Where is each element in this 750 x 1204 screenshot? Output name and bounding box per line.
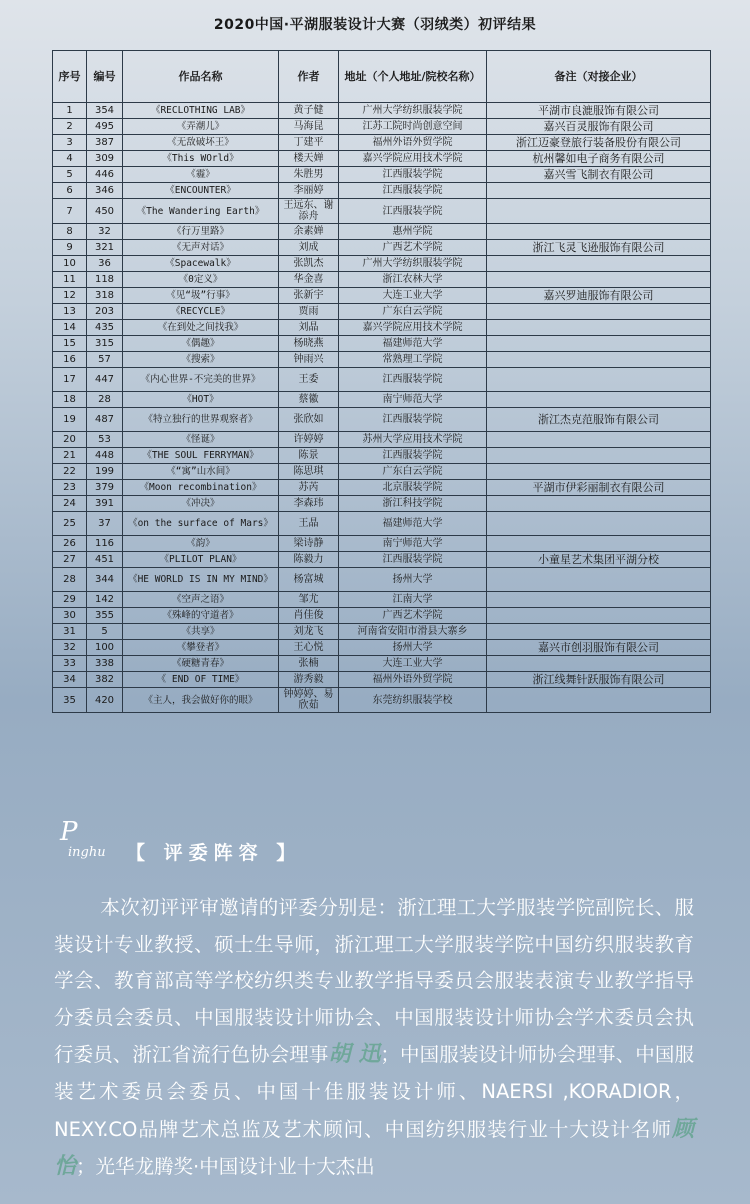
cell-code: 321 [87, 240, 123, 256]
table-row [53, 480, 711, 496]
cell-name: 《RECYCLE》 [123, 304, 279, 320]
table-row [53, 119, 711, 135]
cell-code: 448 [87, 448, 123, 464]
cell-author: 游秀毅 [279, 672, 339, 688]
cell-name: 《HE WORLD IS IN MY MIND》 [123, 568, 279, 592]
cell-author: 陈思琪 [279, 464, 339, 480]
cell-code: 203 [87, 304, 123, 320]
cell-author: 杨晓燕 [279, 336, 339, 352]
cell-code: 435 [87, 320, 123, 336]
cell-note: 嘉兴百灵服饰有限公司 [487, 119, 711, 135]
cell-idx: 30 [53, 608, 87, 624]
cell-author: 张楠 [279, 656, 339, 672]
table-row [53, 256, 711, 272]
cell-name: 《见“圾”行事》 [123, 288, 279, 304]
cell-idx: 34 [53, 672, 87, 688]
cell-note [487, 568, 711, 592]
results-body [53, 103, 711, 713]
table-row [53, 568, 711, 592]
table-row [53, 320, 711, 336]
cell-author: 许婷婷 [279, 432, 339, 448]
cell-note: 浙江杰克范服饰有限公司 [487, 408, 711, 432]
cell-addr: 广东白云学院 [339, 304, 487, 320]
cell-name: 《主人，我会做好你的眼》 [123, 688, 279, 713]
table-row [53, 240, 711, 256]
header-author: 作者 [279, 51, 339, 103]
cell-note: 嘉兴雪飞制衣有限公司 [487, 167, 711, 183]
cell-addr: 苏州大学应用技术学院 [339, 432, 487, 448]
cell-idx: 25 [53, 512, 87, 536]
cell-code: 57 [87, 352, 123, 368]
cell-addr: 福建师范大学 [339, 512, 487, 536]
cell-author: 蔡徽 [279, 392, 339, 408]
cell-note: 平湖市伊彩丽制衣有限公司 [487, 480, 711, 496]
cell-addr: 广西艺术学院 [339, 608, 487, 624]
cell-addr: 福州外语外贸学院 [339, 135, 487, 151]
cell-name: 《This WOrld》 [123, 151, 279, 167]
cell-note [487, 183, 711, 199]
cell-name: 《搜索》 [123, 352, 279, 368]
cell-code: 36 [87, 256, 123, 272]
cell-note [487, 448, 711, 464]
cell-addr: 东莞纺织服装学校 [339, 688, 487, 713]
cell-addr: 大连工业大学 [339, 656, 487, 672]
cell-note [487, 464, 711, 480]
cell-name: 《Spacewalk》 [123, 256, 279, 272]
cell-addr: 浙江科技学院 [339, 496, 487, 512]
cell-note [487, 256, 711, 272]
table-row [53, 432, 711, 448]
cell-idx: 6 [53, 183, 87, 199]
table-row [53, 199, 711, 224]
cell-idx: 18 [53, 392, 87, 408]
cell-code: 487 [87, 408, 123, 432]
cell-idx: 22 [53, 464, 87, 480]
cell-addr: 广州大学纺织服装学院 [339, 103, 487, 119]
cell-addr: 江南大学 [339, 592, 487, 608]
table-row [53, 656, 711, 672]
cell-author: 杨富城 [279, 568, 339, 592]
cell-idx: 9 [53, 240, 87, 256]
table-row [53, 392, 711, 408]
cell-name: 《on the surface of Mars》 [123, 512, 279, 536]
cell-idx: 7 [53, 199, 87, 224]
table-row [53, 135, 711, 151]
table-row [53, 103, 711, 119]
table-row [53, 496, 711, 512]
cell-note [487, 352, 711, 368]
cell-addr: 扬州大学 [339, 568, 487, 592]
cell-author: 黄子健 [279, 103, 339, 119]
cell-code: 116 [87, 536, 123, 552]
table-row [53, 304, 711, 320]
cell-name: 《 END OF TIME》 [123, 672, 279, 688]
cell-idx: 5 [53, 167, 87, 183]
cell-author: 张凯杰 [279, 256, 339, 272]
cell-author: 钟婷婷、易欣茹 [279, 688, 339, 713]
cell-code: 199 [87, 464, 123, 480]
table-row [53, 224, 711, 240]
cell-idx: 1 [53, 103, 87, 119]
cell-note [487, 272, 711, 288]
header-index: 序号 [53, 51, 87, 103]
cell-author: 刘成 [279, 240, 339, 256]
results-table [52, 50, 711, 713]
cell-code: 142 [87, 592, 123, 608]
cell-code: 447 [87, 368, 123, 392]
cell-author: 马海昆 [279, 119, 339, 135]
cell-addr: 江西服装学院 [339, 552, 487, 568]
cell-name: 《Moon recombination》 [123, 480, 279, 496]
table-row [53, 688, 711, 713]
cell-code: 451 [87, 552, 123, 568]
cell-code: 450 [87, 199, 123, 224]
cell-note [487, 320, 711, 336]
header-code: 编号 [87, 51, 123, 103]
table-row [53, 288, 711, 304]
cell-idx: 27 [53, 552, 87, 568]
cell-addr: 浙江农林大学 [339, 272, 487, 288]
cell-idx: 16 [53, 352, 87, 368]
cell-name: 《霾》 [123, 167, 279, 183]
cell-note: 嘉兴市创羽服饰有限公司 [487, 640, 711, 656]
cell-idx: 31 [53, 624, 87, 640]
cell-name: 《共享》 [123, 624, 279, 640]
cell-name: 《攀登者》 [123, 640, 279, 656]
table-row [53, 151, 711, 167]
cell-note: 杭州馨如电子商务有限公司 [487, 151, 711, 167]
cell-idx: 8 [53, 224, 87, 240]
cell-idx: 11 [53, 272, 87, 288]
cell-name: 《在到处之间找我》 [123, 320, 279, 336]
logo-text: inghu [68, 845, 106, 860]
cell-idx: 32 [53, 640, 87, 656]
cell-addr: 江西服装学院 [339, 199, 487, 224]
judge-name-hu-xun: 胡 迅 [328, 1041, 381, 1068]
table-row [53, 552, 711, 568]
cell-note [487, 199, 711, 224]
cell-code: 420 [87, 688, 123, 713]
cell-addr: 北京服装学院 [339, 480, 487, 496]
cell-idx: 12 [53, 288, 87, 304]
cell-addr: 江苏工院时尚创意空间 [339, 119, 487, 135]
judges-description [54, 890, 694, 1186]
cell-code: 391 [87, 496, 123, 512]
cell-author: 钟雨兴 [279, 352, 339, 368]
cell-idx: 14 [53, 320, 87, 336]
cell-idx: 3 [53, 135, 87, 151]
cell-addr: 福建师范大学 [339, 336, 487, 352]
pinghu-logo [60, 817, 106, 860]
cell-author: 余素婵 [279, 224, 339, 240]
cell-code: 5 [87, 624, 123, 640]
cell-addr: 江西服装学院 [339, 167, 487, 183]
header-note: 备注（对接企业） [487, 51, 711, 103]
cell-code: 37 [87, 512, 123, 536]
cell-note [487, 224, 711, 240]
cell-addr: 江西服装学院 [339, 408, 487, 432]
cell-code: 446 [87, 167, 123, 183]
cell-author: 王晶 [279, 512, 339, 536]
cell-addr: 常熟理工学院 [339, 352, 487, 368]
cell-note: 嘉兴罗迪服饰有限公司 [487, 288, 711, 304]
table-row [53, 624, 711, 640]
cell-note: 小童星艺术集团平湖分校 [487, 552, 711, 568]
cell-idx: 23 [53, 480, 87, 496]
cell-addr: 河南省安阳市滑县大寨乡 [339, 624, 487, 640]
table-row [53, 167, 711, 183]
cell-addr: 广州大学纺织服装学院 [339, 256, 487, 272]
cell-name: 《PLILOT PLAN》 [123, 552, 279, 568]
cell-author: 贾雨 [279, 304, 339, 320]
cell-code: 354 [87, 103, 123, 119]
table-row [53, 448, 711, 464]
cell-name: 《无声对话》 [123, 240, 279, 256]
cell-addr: 福州外语外贸学院 [339, 672, 487, 688]
cell-code: 309 [87, 151, 123, 167]
cell-name: 《内心世界-不完美的世界》 [123, 368, 279, 392]
cell-author: 梁诗静 [279, 536, 339, 552]
table-row [53, 408, 711, 432]
cell-note [487, 656, 711, 672]
table-row [53, 640, 711, 656]
cell-name: 《ENCOUNTER》 [123, 183, 279, 199]
header-work-name: 作品名称 [123, 51, 279, 103]
cell-code: 32 [87, 224, 123, 240]
cell-name: 《0定义》 [123, 272, 279, 288]
cell-note: 平湖市良漉服饰有限公司 [487, 103, 711, 119]
cell-name: 《韵》 [123, 536, 279, 552]
cell-author: 陈毅力 [279, 552, 339, 568]
cell-code: 387 [87, 135, 123, 151]
judges-text-1: 本次初评评审邀请的评委分别是：浙江理工大学服装学院副院长、服装设计专业教授、硕士生导师，浙江理工大学服装学院中国纺织服装教育学会、教育部高等学校纺织类专业教学指导委员会服装表演专业教学指导分委员会委员、中国服装设计师协会、中国服装设计师协会学术委员会执行委员、浙江省流行色协会理事 [54, 896, 694, 1067]
cell-note: 浙江迈豪登旅行装备股份有限公司 [487, 135, 711, 151]
cell-idx: 19 [53, 408, 87, 432]
cell-code: 495 [87, 119, 123, 135]
cell-name: 《THE SOUL FERRYMAN》 [123, 448, 279, 464]
table-row [53, 608, 711, 624]
cell-name: 《硬糖青春》 [123, 656, 279, 672]
cell-addr: 惠州学院 [339, 224, 487, 240]
cell-name: 《偶趣》 [123, 336, 279, 352]
judge-name-gu-yi: 顾 怡 [54, 1115, 694, 1180]
cell-note [487, 512, 711, 536]
cell-author: 王委 [279, 368, 339, 392]
cell-idx: 33 [53, 656, 87, 672]
cell-code: 338 [87, 656, 123, 672]
cell-note [487, 688, 711, 713]
cell-addr: 扬州大学 [339, 640, 487, 656]
cell-name: 《弄潮儿》 [123, 119, 279, 135]
cell-code: 382 [87, 672, 123, 688]
cell-idx: 4 [53, 151, 87, 167]
cell-idx: 26 [53, 536, 87, 552]
cell-author: 王远东、谢添舟 [279, 199, 339, 224]
cell-code: 355 [87, 608, 123, 624]
table-row [53, 672, 711, 688]
judges-header [60, 817, 460, 872]
cell-addr: 广西艺术学院 [339, 240, 487, 256]
cell-author: 苏芮 [279, 480, 339, 496]
cell-name: 《The Wandering Earth》 [123, 199, 279, 224]
cell-name: 《空声之语》 [123, 592, 279, 608]
table-row [53, 336, 711, 352]
cell-code: 318 [87, 288, 123, 304]
cell-code: 346 [87, 183, 123, 199]
cell-name: 《无敌破坏王》 [123, 135, 279, 151]
cell-idx: 28 [53, 568, 87, 592]
cell-author: 肖佳俊 [279, 608, 339, 624]
header-address: 地址（个人地址/院校名称） [339, 51, 487, 103]
logo-initial: P [60, 817, 78, 847]
cell-note [487, 496, 711, 512]
cell-author: 李森玮 [279, 496, 339, 512]
cell-author: 丁建平 [279, 135, 339, 151]
cell-author: 陈景 [279, 448, 339, 464]
cell-note [487, 592, 711, 608]
cell-addr: 广东白云学院 [339, 464, 487, 480]
table-header-row [53, 51, 711, 103]
cell-idx: 2 [53, 119, 87, 135]
cell-note [487, 536, 711, 552]
cell-addr: 大连工业大学 [339, 288, 487, 304]
cell-author: 李丽婷 [279, 183, 339, 199]
table-row [53, 183, 711, 199]
table-row [53, 464, 711, 480]
cell-addr: 嘉兴学院应用技术学院 [339, 151, 487, 167]
table-row [53, 272, 711, 288]
cell-code: 118 [87, 272, 123, 288]
cell-name: 《HOT》 [123, 392, 279, 408]
cell-addr: 南宁师范大学 [339, 536, 487, 552]
table-row [53, 592, 711, 608]
cell-author: 邹尤 [279, 592, 339, 608]
cell-addr: 南宁师范大学 [339, 392, 487, 408]
cell-code: 28 [87, 392, 123, 408]
cell-author: 刘龙飞 [279, 624, 339, 640]
cell-code: 53 [87, 432, 123, 448]
cell-note [487, 432, 711, 448]
cell-code: 344 [87, 568, 123, 592]
cell-idx: 15 [53, 336, 87, 352]
cell-name: 《“寓”山水间》 [123, 464, 279, 480]
cell-idx: 29 [53, 592, 87, 608]
cell-idx: 35 [53, 688, 87, 713]
cell-idx: 10 [53, 256, 87, 272]
cell-idx: 20 [53, 432, 87, 448]
cell-note: 浙江飞灵飞逊服饰有限公司 [487, 240, 711, 256]
cell-note [487, 392, 711, 408]
cell-author: 张新宇 [279, 288, 339, 304]
table-row [53, 512, 711, 536]
cell-author: 刘晶 [279, 320, 339, 336]
cell-note [487, 624, 711, 640]
cell-note [487, 336, 711, 352]
judges-text-3: ；光华龙腾奖·中国设计业十大杰出 [76, 1155, 375, 1179]
cell-note [487, 608, 711, 624]
document-title: 2020中国·平湖服装设计大赛（羽绒类）初评结果 [213, 17, 537, 33]
cell-addr: 江西服装学院 [339, 183, 487, 199]
cell-idx: 17 [53, 368, 87, 392]
cell-code: 315 [87, 336, 123, 352]
cell-name: 《行万里路》 [123, 224, 279, 240]
table-row [53, 352, 711, 368]
cell-author: 华金喜 [279, 272, 339, 288]
table-row [53, 368, 711, 392]
cell-name: 《冲决》 [123, 496, 279, 512]
section-title: 【 评委阵容 】 [126, 842, 302, 864]
cell-note [487, 304, 711, 320]
judges-text-2: ；中国服装设计师协会理事、中国服装艺术委员会委员、中国十佳服装设计师、NAERSI ,KORADIOR，NEXY.CO品牌艺术总监及艺术顾问、中国纺织服装行业十大设计名师 [54, 1043, 694, 1141]
cell-note: 浙江线舞针跃服饰有限公司 [487, 672, 711, 688]
cell-name: 《怪诞》 [123, 432, 279, 448]
cell-name: 《RECLOTHING LAB》 [123, 103, 279, 119]
cell-note [487, 368, 711, 392]
cell-addr: 江西服装学院 [339, 448, 487, 464]
cell-idx: 21 [53, 448, 87, 464]
cell-idx: 13 [53, 304, 87, 320]
cell-author: 王心悦 [279, 640, 339, 656]
cell-idx: 24 [53, 496, 87, 512]
cell-author: 张欣如 [279, 408, 339, 432]
cell-code: 100 [87, 640, 123, 656]
table-row [53, 536, 711, 552]
cell-code: 379 [87, 480, 123, 496]
cell-addr: 嘉兴学院应用技术学院 [339, 320, 487, 336]
cell-name: 《殊峰的守道者》 [123, 608, 279, 624]
cell-author: 楼天婵 [279, 151, 339, 167]
cell-author: 朱胜男 [279, 167, 339, 183]
cell-name: 《特立独行的世界观察者》 [123, 408, 279, 432]
cell-addr: 江西服装学院 [339, 368, 487, 392]
